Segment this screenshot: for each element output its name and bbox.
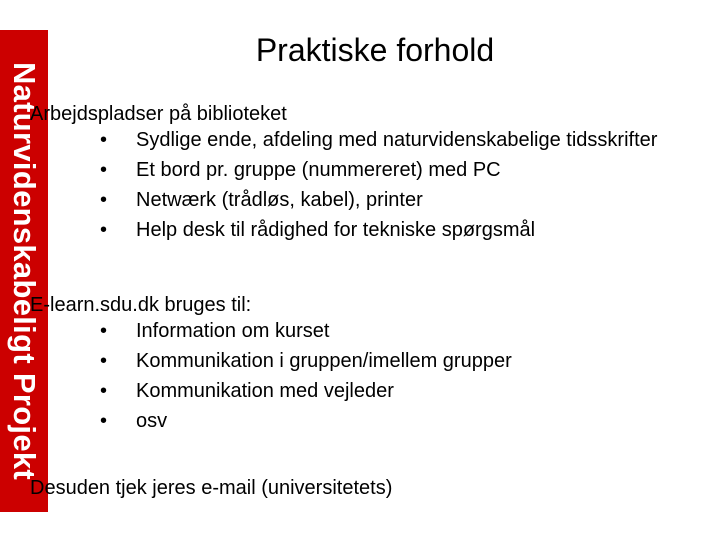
bullet-icon: • [100,219,108,241]
bullet-icon: • [100,189,108,211]
section-workspace [30,102,676,248]
list-item-text: Sydlige ende, afdeling med naturvidenskabelige tidsskrifter [136,129,658,151]
slide-title: Praktiske forhold [255,32,495,68]
list-item [30,128,676,152]
list-item [30,218,676,242]
list-item [30,319,676,343]
section-elearn [30,293,676,439]
bullet-icon: • [100,129,108,151]
section-heading: Arbejdspladser på biblioteket [30,103,287,125]
list-item [30,158,676,182]
list-item-text: Information om kurset [136,320,330,342]
list-item [30,379,676,403]
bullet-icon: • [100,350,108,372]
list-item [30,188,676,212]
section-email [30,476,392,500]
bullet-icon: • [100,380,108,402]
list-item-text: Netwærk (trådløs, kabel), printer [136,189,423,211]
bullet-icon: • [100,410,108,432]
section-heading: Desuden tjek jeres e-mail (universitetets) [30,477,393,499]
side-banner-label: Naturvidenskabeligt Projekt [7,61,42,481]
list-item-text: Help desk til rådighed for tekniske spørgsmål [136,219,536,241]
bullet-list [30,319,676,433]
list-item [30,349,676,373]
bullet-icon: • [100,320,108,342]
section-heading: E-learn.sdu.dk bruges til: [30,294,252,316]
bullet-list [30,128,676,242]
list-item-text: Kommunikation i gruppen/imellem grupper [136,350,512,372]
list-item [30,409,676,433]
list-item-text: Kommunikation med vejleder [136,380,394,402]
list-item-text: osv [136,410,168,432]
list-item-text: Et bord pr. gruppe (nummereret) med PC [136,159,501,181]
bullet-icon: • [100,159,108,181]
